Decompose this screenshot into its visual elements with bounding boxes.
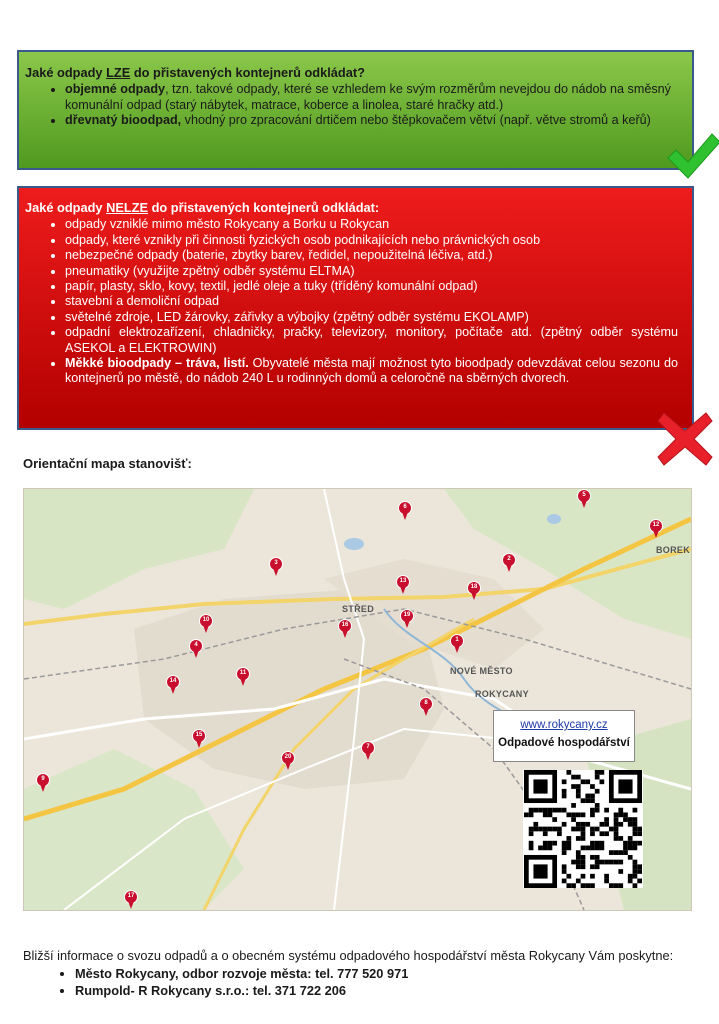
forbidden-item: • odpady vzniklé mimo město Rokycany a Borku u Rokycan [65,217,678,232]
cross-icon [656,411,714,467]
map-pin-12[interactable]: 12 [649,519,663,539]
map-pin-10[interactable]: 10 [199,614,213,634]
map-pin-7[interactable]: 7 [361,741,375,761]
allowed-title: Jaké odpady LZE do přistavených kontejnerů odkládat? [25,65,365,80]
forbidden-item: • stavební a demoliční odpad [65,294,678,309]
allowed-item: • objemné odpady, tzn. takové odpady, které se vzhledem ke svým rozměrům nevejdou do nádob na směsný komunální odpad (starý nábytek, matrace, koberce a linolea, staré hračky atd.) [65,82,678,113]
forbidden-list [25,217,678,386]
allowed-title-key: LZE [106,65,131,80]
map-pin-2[interactable]: 2 [502,553,516,573]
map-pin-4[interactable]: 4 [189,639,203,659]
map-pin-17[interactable]: 17 [124,890,138,910]
forbidden-waste-box [17,186,694,430]
contact-item: • Rumpold- R Rokycany s.r.o.: tel. 371 722 206 [75,983,699,999]
map-pin-16[interactable]: 16 [338,619,352,639]
contact-item: • Město Rokycany, odbor rozvoje města: tel. 777 520 971 [75,966,699,982]
map-pin-18[interactable]: 18 [467,581,481,601]
map-pin-6[interactable]: 6 [398,501,412,521]
map-info-box [493,710,635,762]
map-label-rokycany: ROKYCANY [475,689,529,699]
map-pin-3[interactable]: 3 [269,557,283,577]
allowed-item: • dřevnatý bioodpad, vhodný pro zpracování drtičem nebo štěpkovačem větví (např. větve stromů a keřů) [65,113,678,128]
forbidden-item: • odpadní elektrozařízení, chladničky, pračky, televizory, monitory, počítače atd. (zpětný odběr systému ASEKOL a ELEKTROWIN) [65,325,678,356]
map-pin-19[interactable]: 19 [400,609,414,629]
checkmark-icon [664,128,719,182]
map-pin-9[interactable]: 9 [36,773,50,793]
footer-intro: Bližší informace o svozu odpadů a o obecném systému odpadového hospodářství města Rokycany Vám poskytne: [23,948,674,963]
location-map[interactable] [23,488,692,911]
map-label-nove-mesto: NOVÉ MĚSTO [450,666,513,676]
contact-list [23,966,699,999]
map-pin-15[interactable]: 15 [192,729,206,749]
forbidden-item: • Měkké bioodpady – tráva, listí. Obyvatelé města mají možnost tyto bioodpady odevzdávat celou sezonu do kontejnerů po městě, do nádob 240 L u rodinných domů a celoročně na sběrných dvorech. [65,356,678,387]
map-pin-11[interactable]: 11 [236,667,250,687]
map-pin-13[interactable]: 13 [396,575,410,595]
map-pin-8[interactable]: 8 [419,697,433,717]
forbidden-item: • pneumatiky (využijte zpětný odběr systému ELTMA) [65,264,678,279]
allowed-waste-box [17,50,694,170]
allowed-list [25,82,678,128]
map-pin-1[interactable]: 1 [450,634,464,654]
map-label-borek: BOREK [656,545,691,555]
footer-info [23,948,699,999]
forbidden-title-key: NELZE [106,200,149,215]
qr-code-icon[interactable] [523,770,643,888]
forbidden-title: Jaké odpady NELZE do přistavených kontejnerů odkládat: [25,200,380,215]
map-label-stred: STŘED [342,604,375,614]
info-box-label: Odpadové hospodářství [498,737,630,749]
forbidden-item: • světelné zdroje, LED žárovky, zářivky a výbojky (zpětný odběr systému EKOLAMP) [65,310,678,325]
forbidden-item: • odpady, které vznikly při činnosti fyzických osob podnikajících nebo právnických osob [65,233,678,248]
forbidden-item: • papír, plasty, sklo, kovy, textil, jedlé oleje a tuky (tříděný komunální odpad) [65,279,678,294]
map-pin-14[interactable]: 14 [166,675,180,695]
forbidden-item: • nebezpečné odpady (baterie, zbytky barev, ředidel, nepoužitelná léčiva, atd.) [65,248,678,263]
map-pin-5[interactable]: 5 [577,489,591,509]
map-pin-20[interactable]: 20 [281,751,295,771]
map-title: Orientační mapa stanovišť: [23,456,192,471]
website-link[interactable]: www.rokycany.cz [520,719,608,731]
